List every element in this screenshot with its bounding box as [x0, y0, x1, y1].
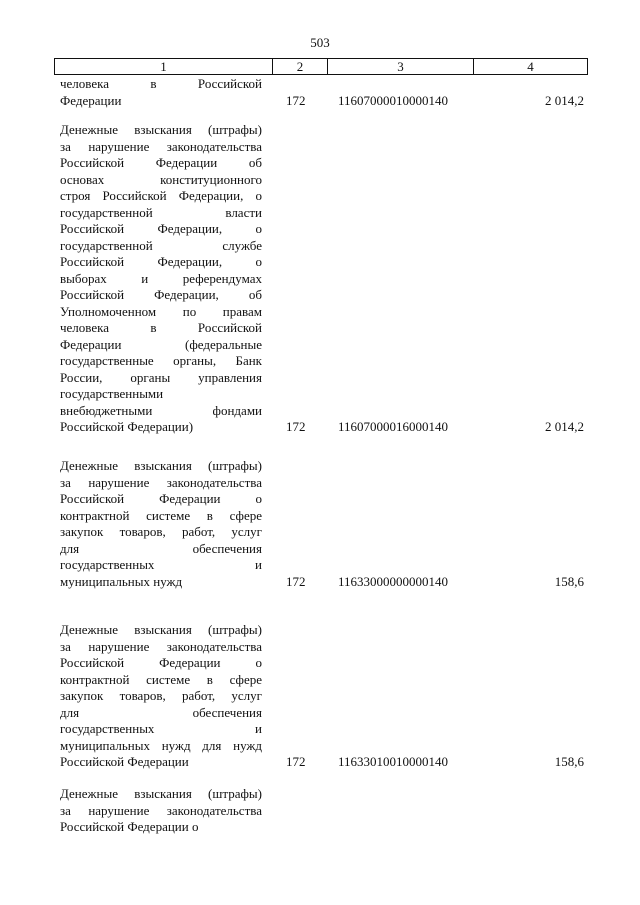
table-row: [60, 458, 588, 590]
row-amount: 158,6: [554, 754, 584, 769]
row-name-line: Российской Федерации о: [60, 819, 199, 834]
row-name-line: выборах и референдумах: [60, 270, 262, 286]
header-col-4: 4: [527, 59, 534, 74]
table-header: [54, 58, 588, 75]
row-name-line: контрактной системе в сфере: [60, 671, 262, 687]
row-name-line: Российской Федерации об: [60, 155, 262, 170]
row-name-line: Российской Федерации): [60, 419, 194, 434]
row-name: [60, 76, 262, 109]
row-budget-code: 11607000016000140: [338, 419, 449, 434]
row-name-line: Денежные взыскания (штрафы): [60, 622, 262, 637]
table-row: [60, 622, 588, 771]
row-name-line: Денежные взыскания (штрафы): [60, 122, 262, 137]
row-name: [60, 122, 262, 436]
row-name: [60, 458, 262, 590]
row-name-line: государственной службе: [60, 237, 262, 253]
row-budget-code: 11633010010000140: [338, 754, 449, 769]
row-name-line: контрактной системе в сфере: [60, 507, 262, 523]
row-name-line: Российской Федерации, об: [60, 287, 262, 302]
row-name-line: человека в Российской: [60, 76, 262, 91]
row-name-line: для обеспечения: [60, 704, 262, 720]
row-admin-code: 172: [286, 754, 306, 769]
row-amount: 2 014,2: [545, 419, 584, 434]
row-name-line: человека в Российской: [60, 320, 262, 335]
row-name-line: внебюджетными фондами: [60, 402, 262, 418]
table-row: [60, 76, 588, 109]
row-budget-code: 11633000000000140: [338, 573, 449, 589]
row-name-line: для обеспечения: [60, 540, 262, 556]
row-name-line: за нарушение законодательства: [60, 638, 262, 654]
row-name-line: Денежные взыскания (штрафы): [60, 458, 262, 473]
row-name-line: Федерации: [60, 92, 122, 108]
row-name-line: за нарушение законодательства: [60, 138, 262, 154]
row-name-line: Российской Федерации, о: [60, 254, 262, 269]
row-name-line: основах конституционного: [60, 171, 262, 187]
row-name-line: Уполномоченном по правам: [60, 303, 262, 319]
row-name: [60, 786, 262, 836]
row-admin-code: 172: [286, 92, 306, 108]
table-row: [60, 786, 588, 836]
row-name: [60, 622, 262, 771]
row-name-line: муниципальных нужд: [60, 573, 183, 589]
row-name-line: государственных и: [60, 721, 262, 736]
row-name-line: Российской Федерации, о: [60, 221, 262, 236]
row-name-line: за нарушение законодательства: [60, 474, 262, 490]
row-name-line: государственные органы, Банк: [60, 353, 262, 368]
header-col-1: 1: [55, 59, 273, 74]
row-amount: 158,6: [554, 573, 584, 589]
row-name-line: Российской Федерации о: [60, 655, 262, 670]
row-name-line: закупок товаров, работ, услуг: [60, 524, 262, 539]
row-name-line: Федерации (федеральные: [60, 336, 262, 352]
header-col-2: 2: [273, 59, 328, 74]
page-number: 503: [310, 35, 330, 50]
row-name-line: государственными: [60, 386, 164, 401]
row-name-line: государственной власти: [60, 204, 262, 220]
header-col-3: 3: [328, 59, 474, 74]
row-name-line: за нарушение законодательства: [60, 802, 262, 818]
row-name-line: закупок товаров, работ, услуг: [60, 688, 262, 703]
row-budget-code: 11607000010000140: [338, 92, 449, 108]
row-name-line: Денежные взыскания (штрафы): [60, 786, 262, 801]
row-name-line: Российской Федерации о: [60, 491, 262, 506]
row-name-line: государственных и: [60, 557, 262, 572]
row-name-line: строя Российской Федерации, о: [60, 188, 262, 203]
row-name-line: России, органы управления: [60, 369, 262, 385]
table-row: [60, 122, 588, 436]
row-name-line: муниципальных нужд для нужд: [60, 737, 262, 753]
row-admin-code: 172: [286, 419, 306, 434]
row-name-line: Российской Федерации: [60, 754, 189, 769]
row-admin-code: 172: [286, 573, 306, 589]
row-amount: 2 014,2: [545, 92, 584, 108]
